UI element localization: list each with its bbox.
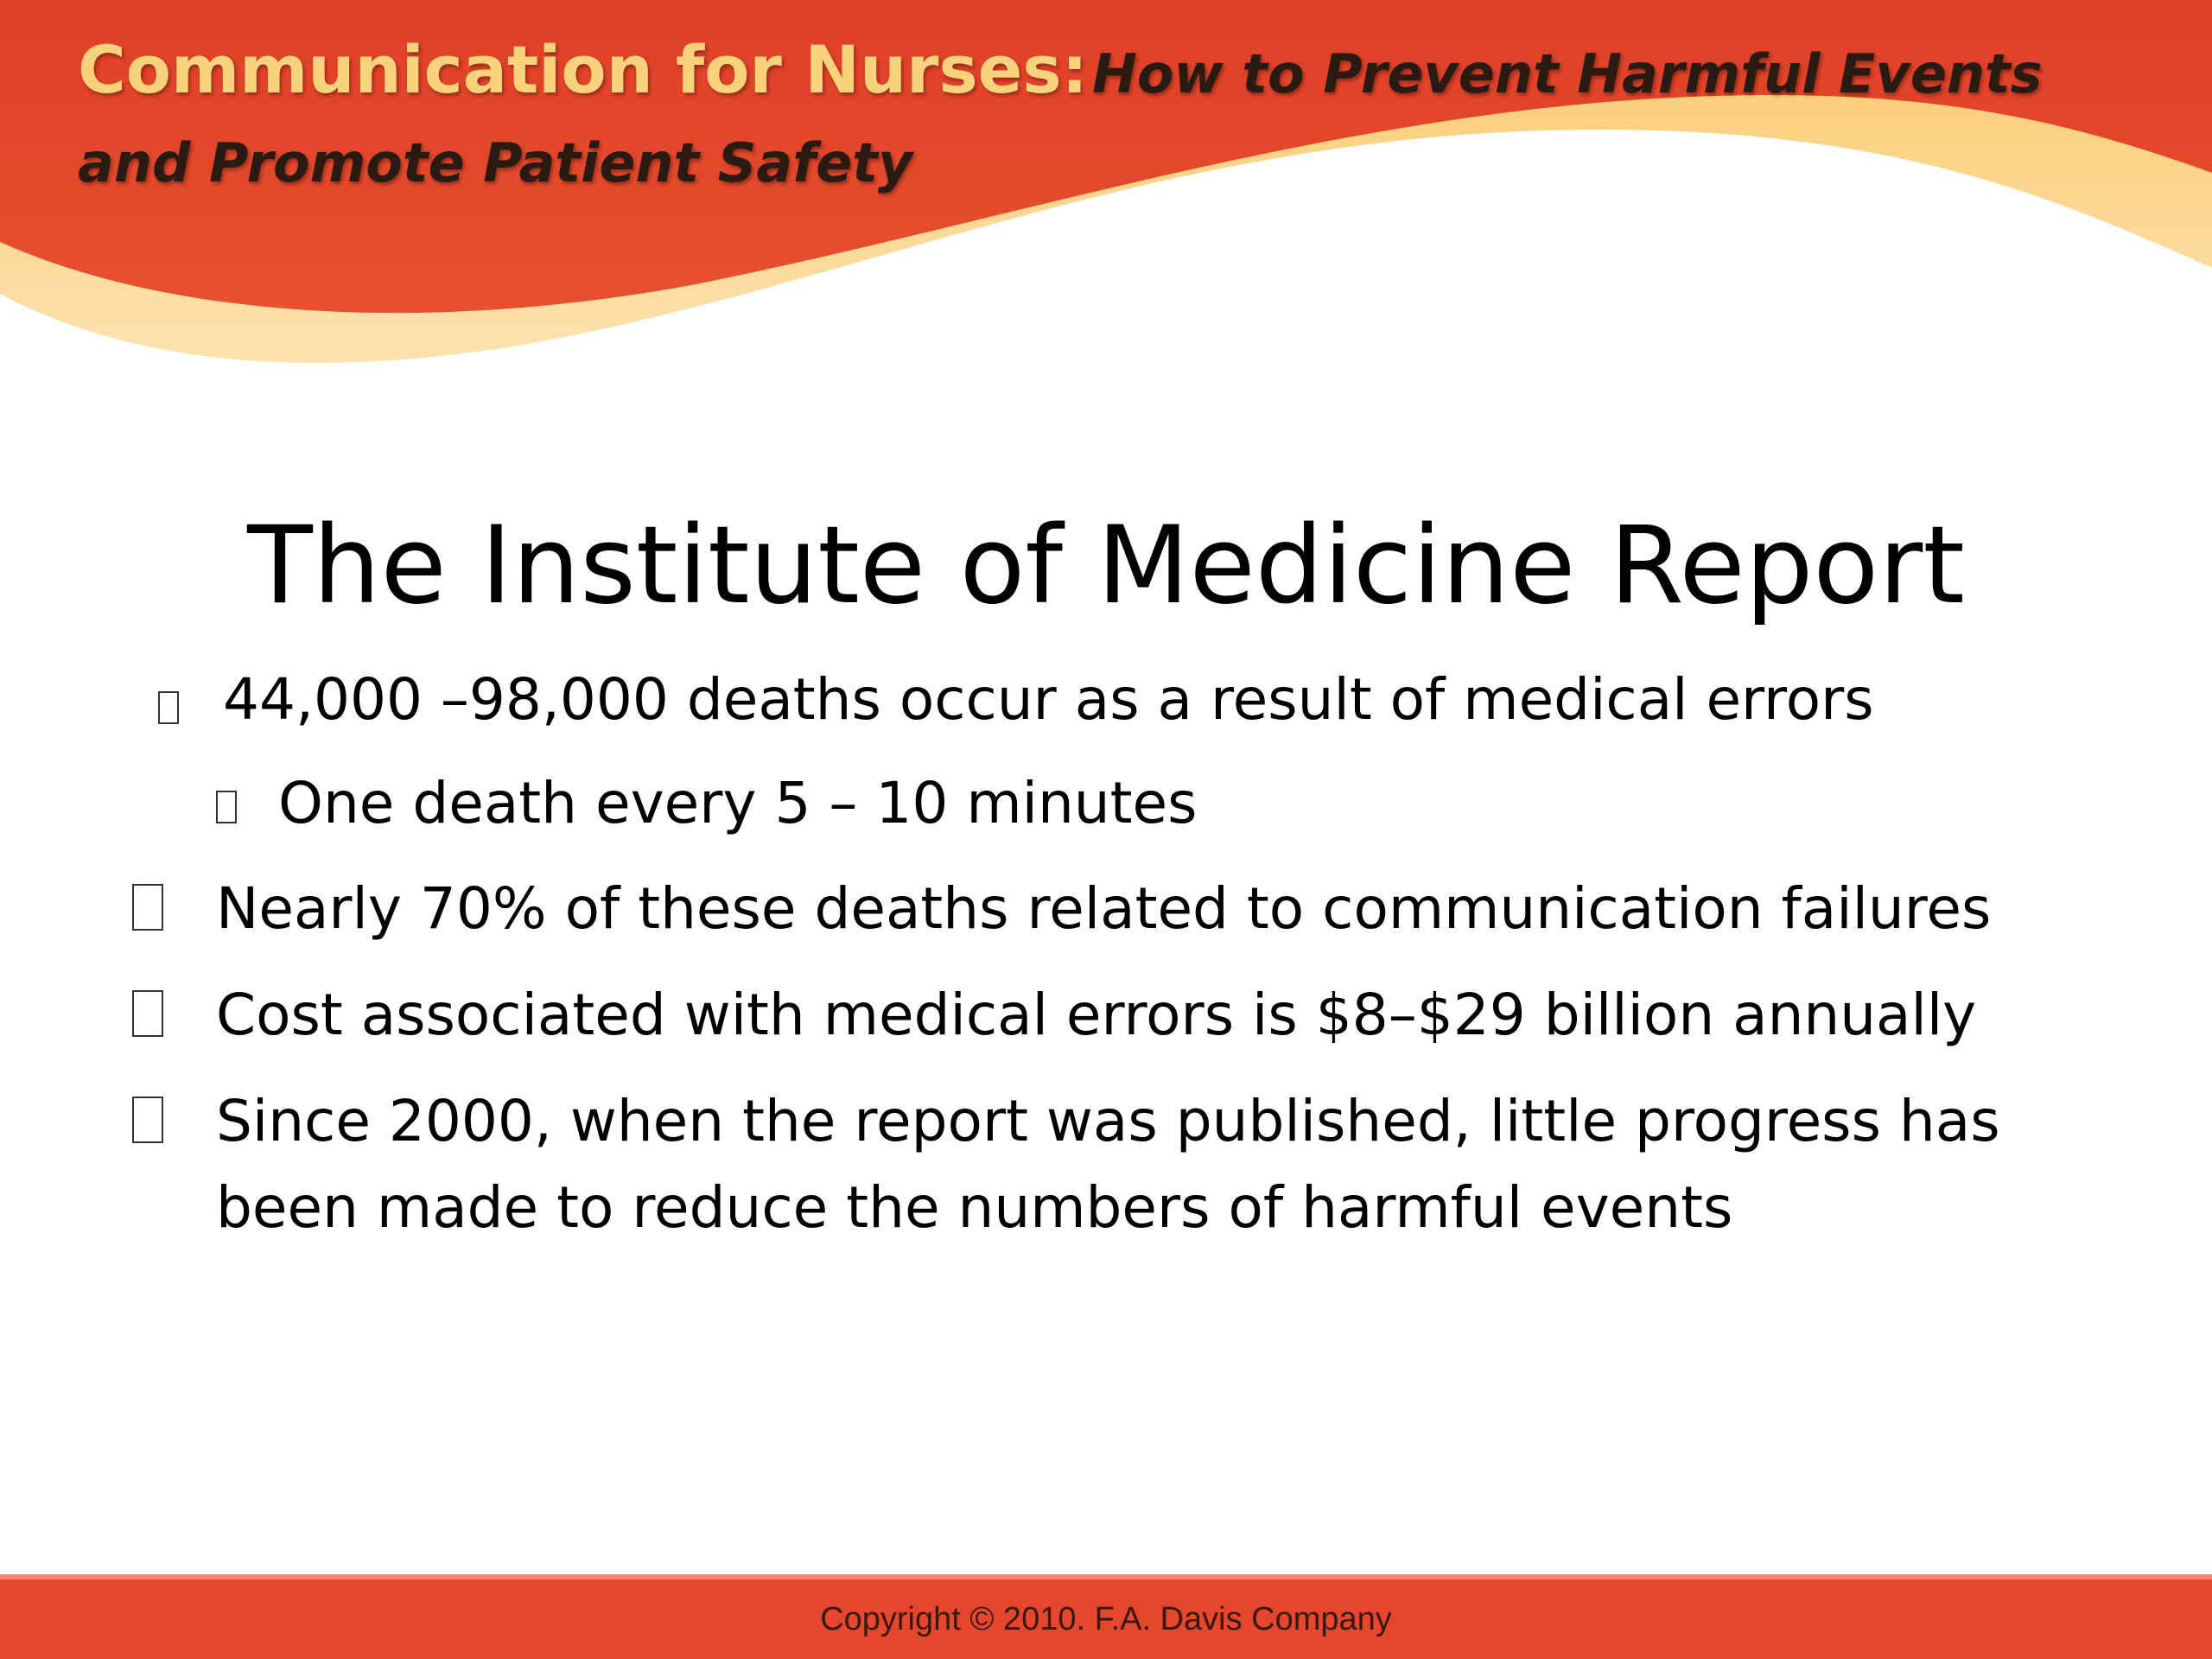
bullet-square-icon: [132, 884, 163, 931]
bullet-square-icon: [158, 691, 179, 724]
header-title-subtitle: How to Prevent Harmful Events: [1092, 42, 2043, 105]
bullet-text: Cost associated with medical errors is $8–$29 billion annually: [216, 982, 1977, 1048]
slide-title: The Institute of Medicine Report: [247, 504, 1965, 628]
bullet-square-icon: [132, 990, 163, 1037]
bullet-text-line2: been made to reduce the numbers of harmful events: [216, 1174, 1733, 1241]
copyright-text: Copyright © 2010. F.A. Davis Company: [820, 1601, 1392, 1637]
bullet-text-line1: Since 2000, when the report was published, little progress has: [216, 1088, 2000, 1154]
bullet-text: Nearly 70% of these deaths related to communication failures: [216, 875, 1992, 942]
header-title-subtitle-line2: and Promote Patient Safety: [78, 131, 913, 194]
bullet-square-icon: [132, 1096, 163, 1143]
bullet-text: One death every 5 – 10 minutes: [278, 770, 1198, 836]
bullet-square-icon: [216, 791, 237, 823]
footer-bar: [0, 1580, 2212, 1659]
bullet-text: 44,000 –98,000 deaths occur as a result of medical errors: [223, 666, 1874, 733]
header-title-main: Communication for Nurses:: [78, 31, 1088, 108]
